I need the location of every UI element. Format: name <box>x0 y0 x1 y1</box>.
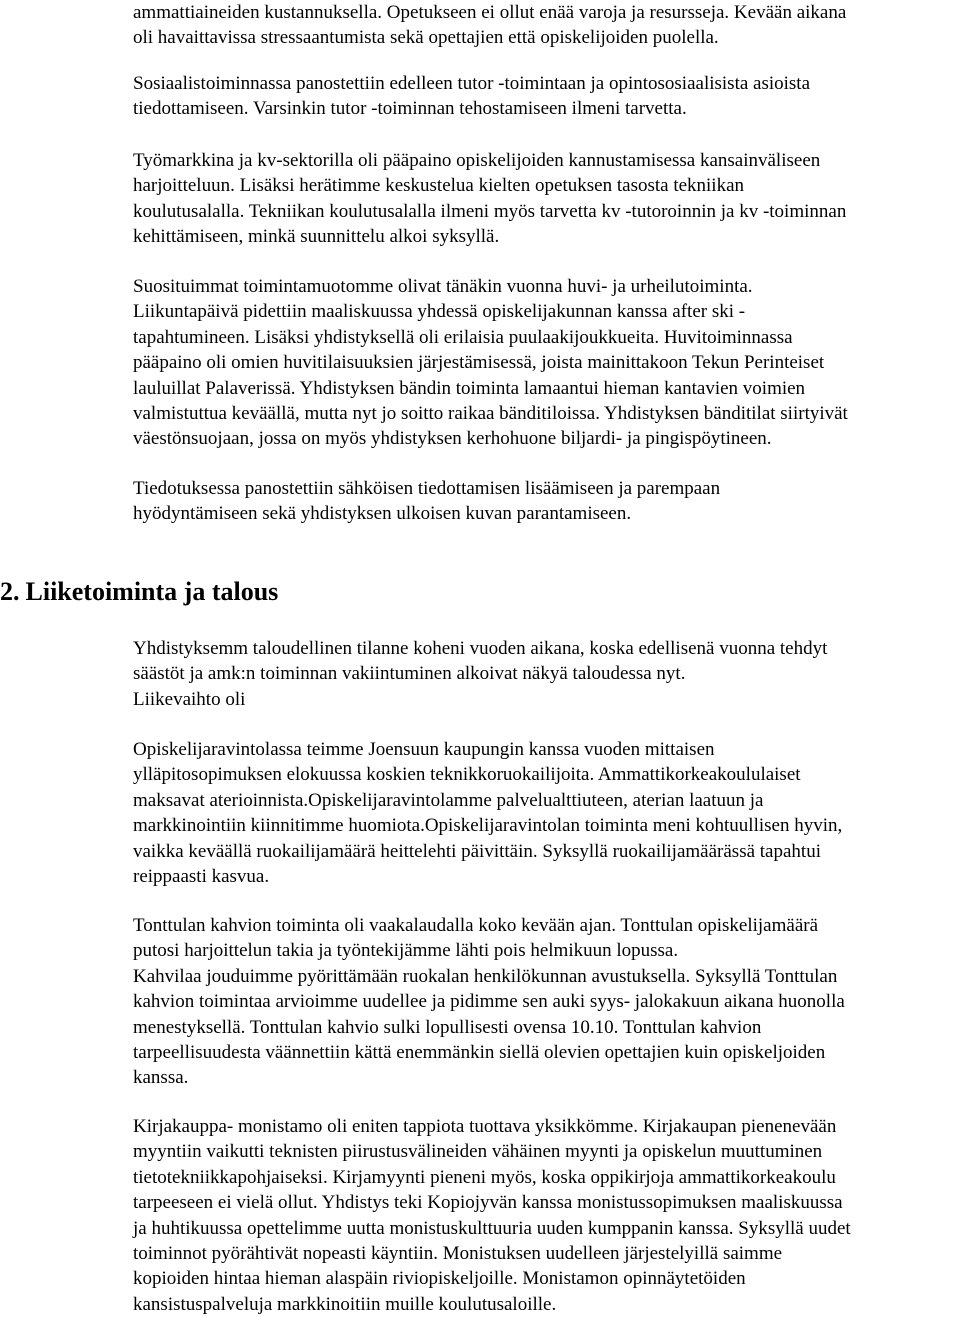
text-line: tarpeeseen ei vielä ollut. Yhdistys teki Kopiojyvän kanssa monistussopimuksen maaliskuussa <box>133 1192 843 1214</box>
text-line: Tiedotuksessa panostettiin sähköisen tiedottamisen lisäämiseen ja parempaan <box>133 478 721 499</box>
text-line: myyntiin vaikutti teknisten piirustusvälineiden vähäinen myynti ja opiskelun muuttuminen <box>133 1141 823 1163</box>
text-line: Opiskelijaravintolassa teimme Joensuun kaupungin kanssa vuoden mittaisen <box>133 739 715 760</box>
text-line: kopioiden hintaa hieman alaspäin riviopiskeljoille. Monistamon opinnäytetöiden <box>133 1268 746 1290</box>
text-line: markkinointiin kiinnitimme huomiota.Opiskelijaravintolan toiminta meni kohtuullisen hyvin, <box>133 815 843 837</box>
text-line: kanssa. <box>133 1067 189 1089</box>
text-line: hyödyntämiseen sekä yhdistyksen ulkoisen kuvan parantamiseen. <box>133 503 632 525</box>
text-line: koulutusalalla. Tekniikan koulutusalalla ilmeni myös tarvetta kv -tutoroinnin ja kv -toiminnan <box>133 200 847 222</box>
paragraph-staff-resources <box>133 0 959 51</box>
text-line: ylläpitosopimuksen elokuussa koskien teknikkoruokailijoita. Ammattikorkeakoululaiset <box>133 764 801 786</box>
section-number: 2. <box>0 577 20 606</box>
section-title: Liiketoiminta ja talous <box>25 577 279 606</box>
text-line: Suosituimmat toimintamuotomme olivat tänäkin vuonna huvi- ja urheilutoiminta. <box>133 276 753 297</box>
text-line: Työmarkkina ja kv-sektorilla oli pääpaino opiskelijoiden kannustamisessa kansainväliseen <box>133 150 821 171</box>
text-line: tietotekniikkapohjaiseksi. Kirjamyynti pieneni myös, koska oppikirjoja ammattikorkeakoulu <box>133 1166 836 1188</box>
text-line: Yhdistyksemm taloudellinen tilanne koheni vuoden aikana, koska edellisenä vuonna tehdyt <box>133 638 828 659</box>
text-line: maksavat aterioinnista.Opiskelijaravintolamme palvelualttiuteen, aterian laatuun ja <box>133 789 764 811</box>
paragraph-recreation-sports <box>133 274 959 452</box>
paragraph-communications <box>133 476 959 527</box>
text-line: pääpaino oli omien huvitilaisuuksien järjestämisessä, joista mainittakoon Tekun Perinteiset <box>133 352 825 374</box>
text-line: valmistuttua keväällä, mutta nyt jo soitto raikaa bänditiloissa. Yhdistyksen bänditilat siirtyivät <box>133 402 848 424</box>
section-heading <box>0 576 278 608</box>
text-line: Kirjakauppa- monistamo oli eniten tappiota tuottava yksikkömme. Kirjakaupan pienenevään <box>133 1116 837 1137</box>
text-line: oli havaittavissa stressaantumista sekä opettajien että opiskelijoiden puolella. <box>133 27 719 49</box>
text-line: tiedottamiseen. Varsinkin tutor -toiminnan tehostamiseen ilmeni tarvetta. <box>133 98 687 120</box>
text-line: säästöt ja amk:n toiminnan vakiintuminen alkoivat näkyä taloudessa nyt. <box>133 663 686 685</box>
text-line: toiminnot pyörähtivät nopeasti käyntiin. Monistuksen uudelleen järjestelyillä saimme <box>133 1242 783 1264</box>
text-line: kehittämiseen, minkä suunnittelu alkoi syksyllä. <box>133 226 500 248</box>
text-line: Liikevaihto oli <box>133 688 246 710</box>
paragraph-social-activities <box>133 71 959 122</box>
text-line: lauluillat Palaverissä. Yhdistyksen bändin toiminta lamaantui hieman kantavien voimien <box>133 377 806 399</box>
text-line: reippaasti kasvua. <box>133 865 270 887</box>
text-line: putosi harjoittelun takia ja työntekijämme lähti pois helmikuun lopussa. <box>133 940 679 962</box>
text-line: tarpeellisuudesta väännettiin kättä enemmänkin siellä olevien opettajien kuin opiskeljoiden <box>133 1041 826 1063</box>
text-line: menestyksellä. Tonttulan kahvio sulki lopullisesti ovensa 10.10. Tonttulan kahvion <box>133 1016 762 1038</box>
paragraph-tonttula-cafe <box>133 913 959 1091</box>
text-line: Tonttulan kahvion toiminta oli vaakalaudalla koko kevään ajan. Tonttulan opiskelijamäärä <box>133 915 819 936</box>
text-line: harjoitteluun. Lisäksi herätimme keskustelua kielten opetuksen tasosta tekniikan <box>133 175 745 197</box>
paragraph-bookstore-copyshop <box>133 1114 959 1317</box>
text-line: Sosiaalistoiminnassa panostettiin edelleen tutor -toimintaan ja opintososiaalisista asioista <box>133 73 811 94</box>
text-line: Liikuntapäivä pidettiin maaliskuussa yhdessä opiskelijakunnan kanssa after ski - <box>133 301 746 323</box>
paragraph-student-restaurant <box>133 737 959 889</box>
text-line: väestönsuojaan, jossa on myös yhdistyksen kerhohuone biljardi- ja pingispöytineen. <box>133 428 772 450</box>
text-line: ja huhtikuussa opettelimme uutta monistuskulttuuria uuden kumppanin kanssa. Syksyllä uudet <box>133 1217 851 1239</box>
text-line: ammattiaineiden kustannuksella. Opetukseen ei ollut enää varoja ja resursseja. Kevään aikana <box>133 2 847 23</box>
text-line: tapahtumineen. Lisäksi yhdistyksellä oli erilaisia puulaakijoukkueita. Huvitoiminnassa <box>133 326 793 348</box>
text-line: kahvion toimintaa arvioimme uudellee ja pidimme sen auki syys- jalokakuun aikana huonolla <box>133 991 845 1013</box>
paragraph-labour-market-international <box>133 148 959 250</box>
text-line: Kahvilaa jouduimme pyörittämään ruokalan henkilökunnan avustuksella. Syksyllä Tonttulan <box>133 965 838 987</box>
text-line: vaikka keväällä ruokailijamäärä heittelehti päivittäin. Syksyllä ruokailijamäärässä tapahtui <box>133 840 821 862</box>
paragraph-financial-situation <box>133 636 959 712</box>
text-line: kansistuspalveluja markkinoitiin muille koulutusaloille. <box>133 1293 557 1315</box>
